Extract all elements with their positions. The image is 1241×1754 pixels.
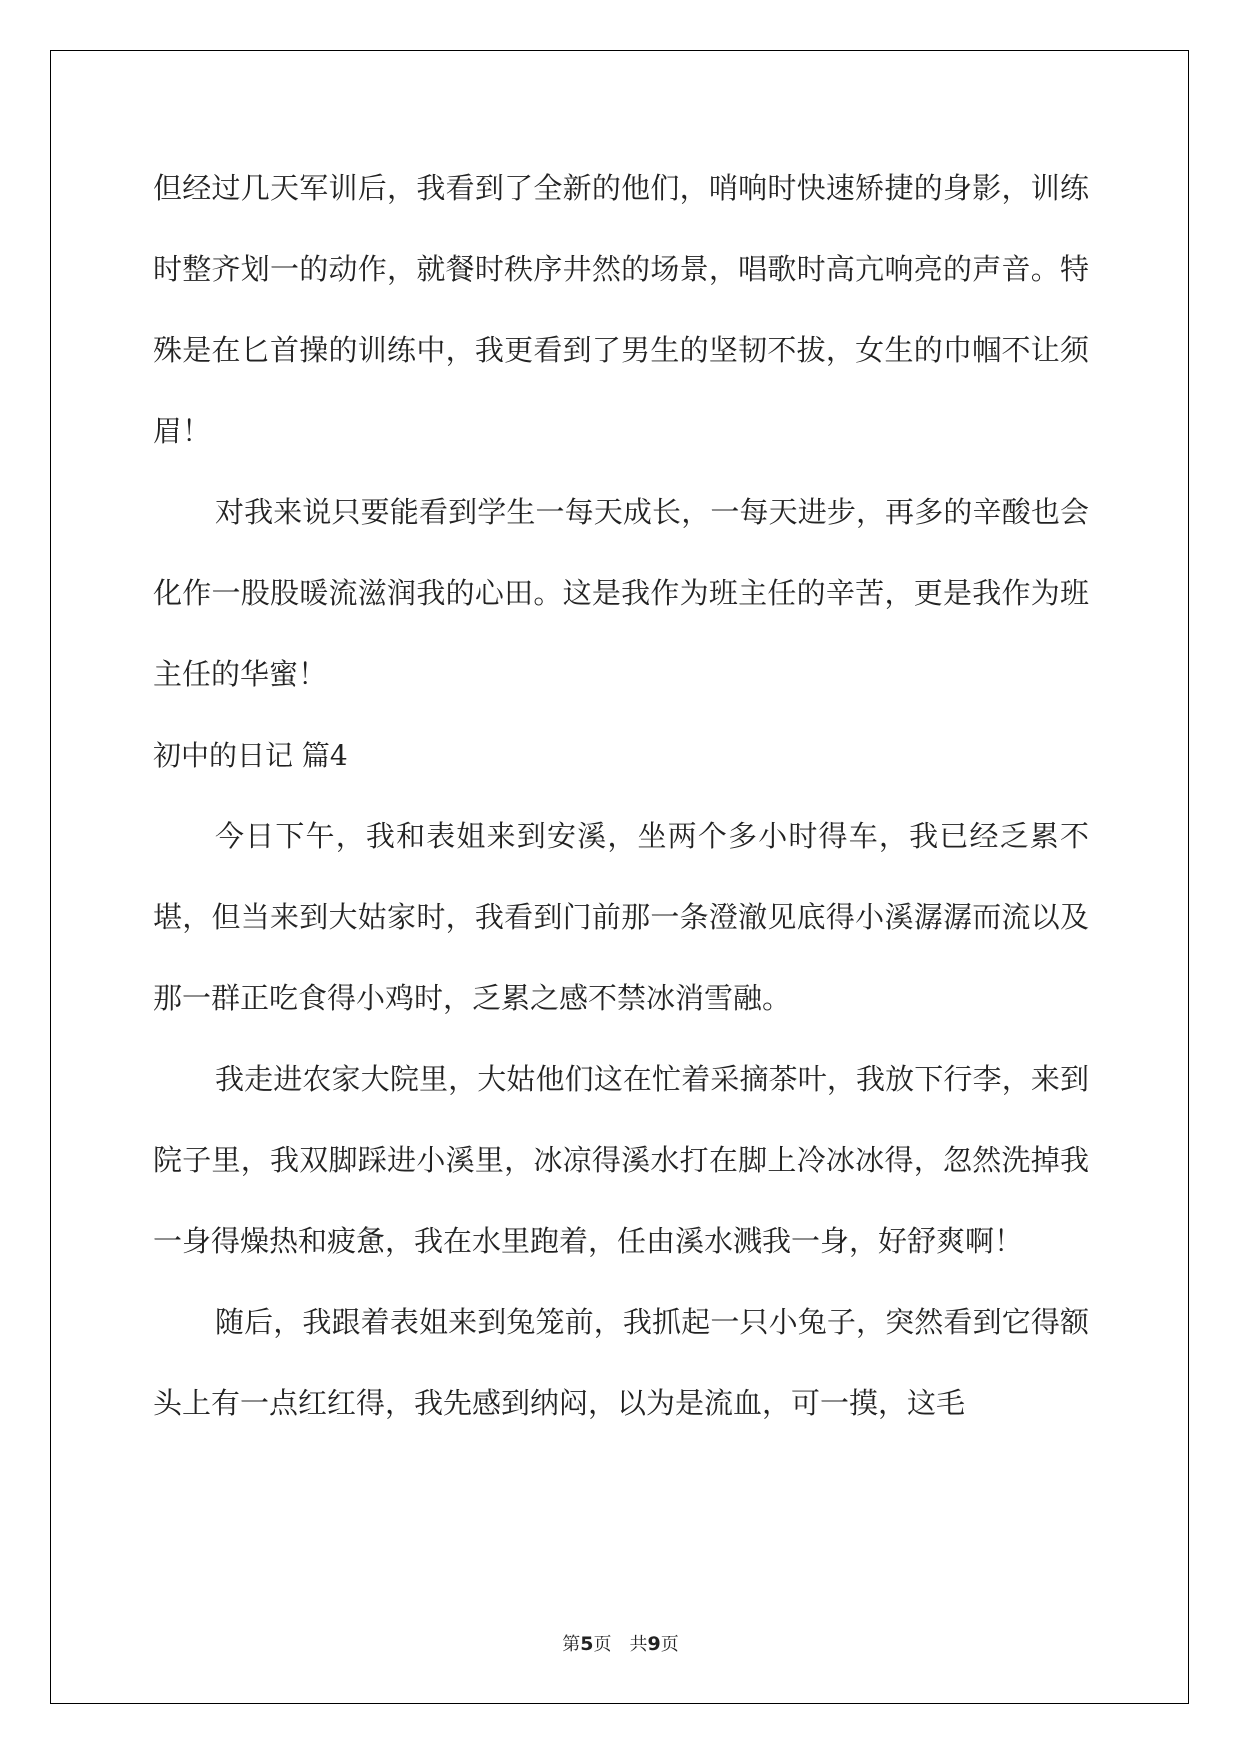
- paragraph: 今日下午，我和表姐来到安溪，坐两个多小时得车，我已经乏累不堪，但当来到大姑家时，我看到门前那一条澄澈见底得小溪潺潺而流以及那一群正吃食得小鸡时，乏累之感不禁冰消雪融。: [153, 819, 1089, 1015]
- total-suffix: 页: [660, 1634, 679, 1655]
- section-heading: 初中的日记 篇4: [153, 739, 348, 772]
- document-body: [153, 148, 1089, 1444]
- total-prefix: 共: [629, 1634, 648, 1655]
- paragraph: 对我来说只要能看到学生一每天成长，一每天进步，再多的辛酸也会化作一股股暖流滋润我的心田。这是我作为班主任的辛苦，更是我作为班主任的华蜜！: [153, 495, 1089, 691]
- page-suffix: 页: [593, 1634, 612, 1655]
- paragraph: 我走进农家大院里，大姑他们这在忙着采摘茶叶，我放下行李，来到院子里，我双脚踩进小溪里，冰凉得溪水打在脚上冷冰冰得，忽然洗掉我一身得燥热和疲惫，我在水里跑着，任由溪水溅我一身，好舒爽啊！: [153, 1062, 1089, 1258]
- total-page-number: 9: [647, 1633, 661, 1655]
- page-footer: [0, 1630, 1241, 1656]
- paragraph: 随后，我跟着表姐来到兔笼前，我抓起一只小兔子，突然看到它得额头上有一点红红得，我先感到纳闷，以为是流血，可一摸，这毛: [153, 1305, 1089, 1420]
- page-prefix: 第: [562, 1634, 581, 1655]
- current-page-number: 5: [580, 1633, 594, 1655]
- paragraph-continued: 但经过几天军训后，我看到了全新的他们，哨响时快速矫捷的身影，训练时整齐划一的动作，就餐时秩序井然的场景，唱歌时高亢响亮的声音。特殊是在匕首操的训练中，我更看到了男生的坚韧不拔，女生的巾帼不让须眉！: [153, 171, 1089, 448]
